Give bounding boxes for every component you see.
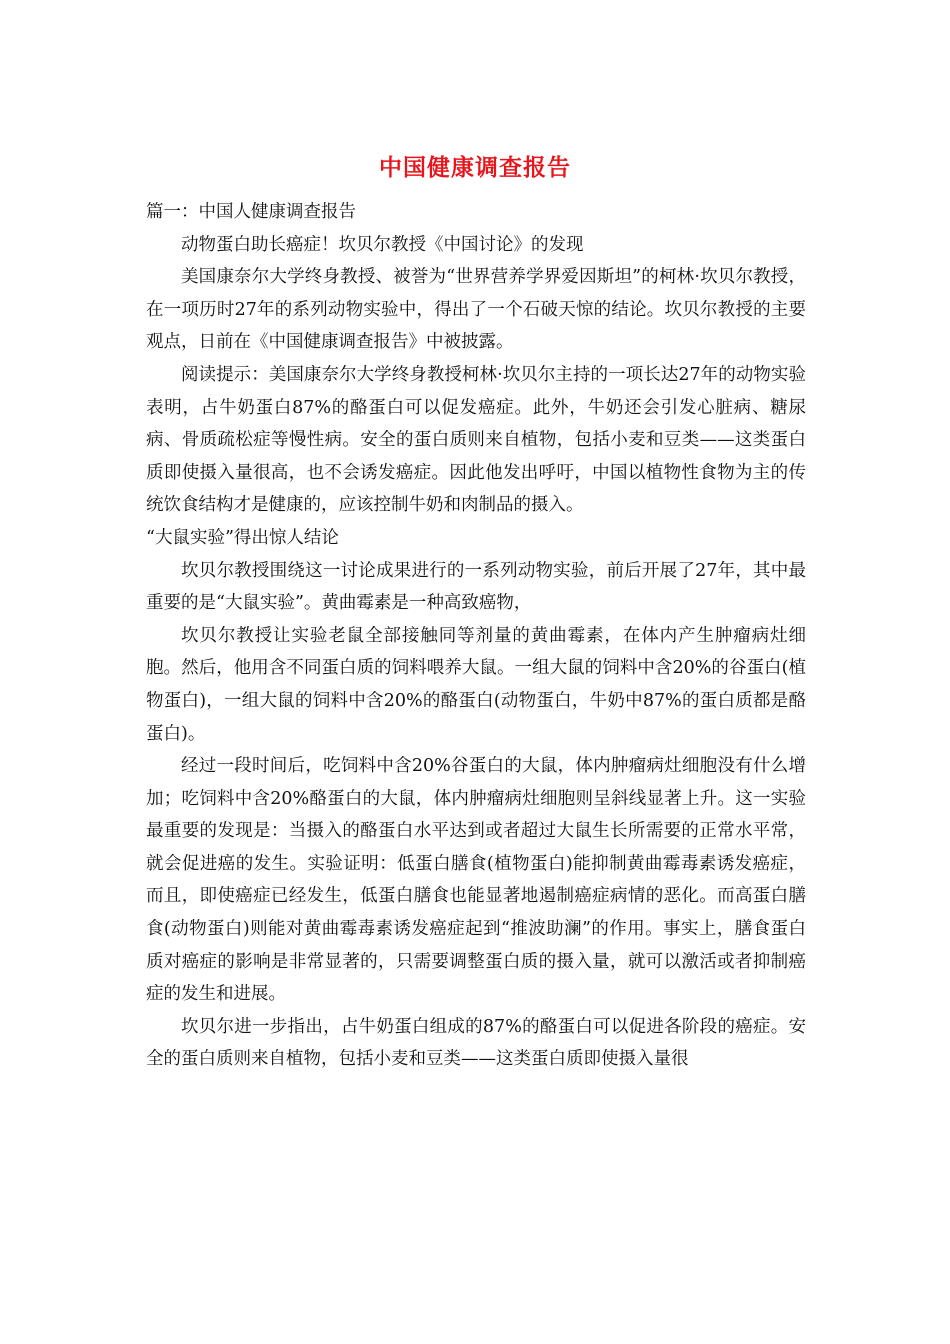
paragraph: 坎贝尔进一步指出，占牛奶蛋白组成的87%的酪蛋白可以促进各阶段的癌症。安全的蛋白质则来自植物，包括小麦和豆类——这类蛋白质即使摄入量很 (146, 1016, 806, 1070)
document-body (146, 196, 806, 1076)
paragraph: 坎贝尔教授围绕这一讨论成果进行的一系列动物实验，前后开展了27年，其中最重要的是“大鼠实验”。黄曲霉素是一种高致癌物， (146, 560, 806, 614)
paragraph: 阅读提示：美国康奈尔大学终身教授柯林·坎贝尔主持的一项长达27年的动物实验表明，占牛奶蛋白87%的酪蛋白可以促发癌症。此外，牛奶还会引发心脏病、糖尿病、骨质疏松症等慢性病。安全的蛋白质则来自植物，包括小麦和豆类——这类蛋白质即使摄入量很高，也不会诱发癌症。因此他发出呼吁，中国以植物性食物为主的传统饮食结构才是健康的，应该控制牛奶和肉制品的摄入。 (146, 364, 806, 516)
section-heading: “大鼠实验”得出惊人结论 (146, 527, 339, 548)
paragraph-subtitle: 动物蛋白助长癌症！坎贝尔教授《中国讨论》的发现 (181, 234, 584, 255)
paragraph-part-heading: 篇一：中国人健康调查报告 (146, 202, 356, 222)
document-title: 中国健康调查报告 (379, 154, 571, 181)
paragraph: 经过一段时间后，吃饲料中含20%谷蛋白的大鼠，体内肿瘤病灶细胞没有什么增加；吃饲料中含20%酪蛋白的大鼠，体内肿瘤病灶细胞则呈斜线显著上升。这一实验最重要的发现是：当摄入的酪蛋白水平达到或者超过大鼠生长所需要的正常水平常，就会促进癌的发生。实验证明：低蛋白膳食(植物蛋白)能抑制黄曲霉毒素诱发癌症，而且，即使癌症已经发生，低蛋白膳食也能显著地遏制癌症病情的恶化。而高蛋白膳食(动物蛋白)则能对黄曲霉毒素诱发癌症起到“推波助澜”的作用。事实上，膳食蛋白质对癌症的影响是非常显著的，只需要调整蛋白质的摄入量，就可以激活或者抑制癌症的发生和进展。 (146, 756, 806, 1005)
paragraph: 坎贝尔教授让实验老鼠全部接触同等剂量的黄曲霉素，在体内产生肿瘤病灶细胞。然后，他用含不同蛋白质的饲料喂养大鼠。一组大鼠的饲料中含20%的谷蛋白(植物蛋白)，一组大鼠的饲料中含20%的酪蛋白(动物蛋白，牛奶中87%的蛋白质都是酪蛋白)。 (146, 625, 806, 744)
paragraph: 美国康奈尔大学终身教授、被誉为“世界营养学界爱因斯坦”的柯林·坎贝尔教授，在一项历时27年的系列动物实验中，得出了一个石破天惊的结论。坎贝尔教授的主要观点，日前在《中国健康调查报告》中被披露。 (146, 267, 806, 353)
